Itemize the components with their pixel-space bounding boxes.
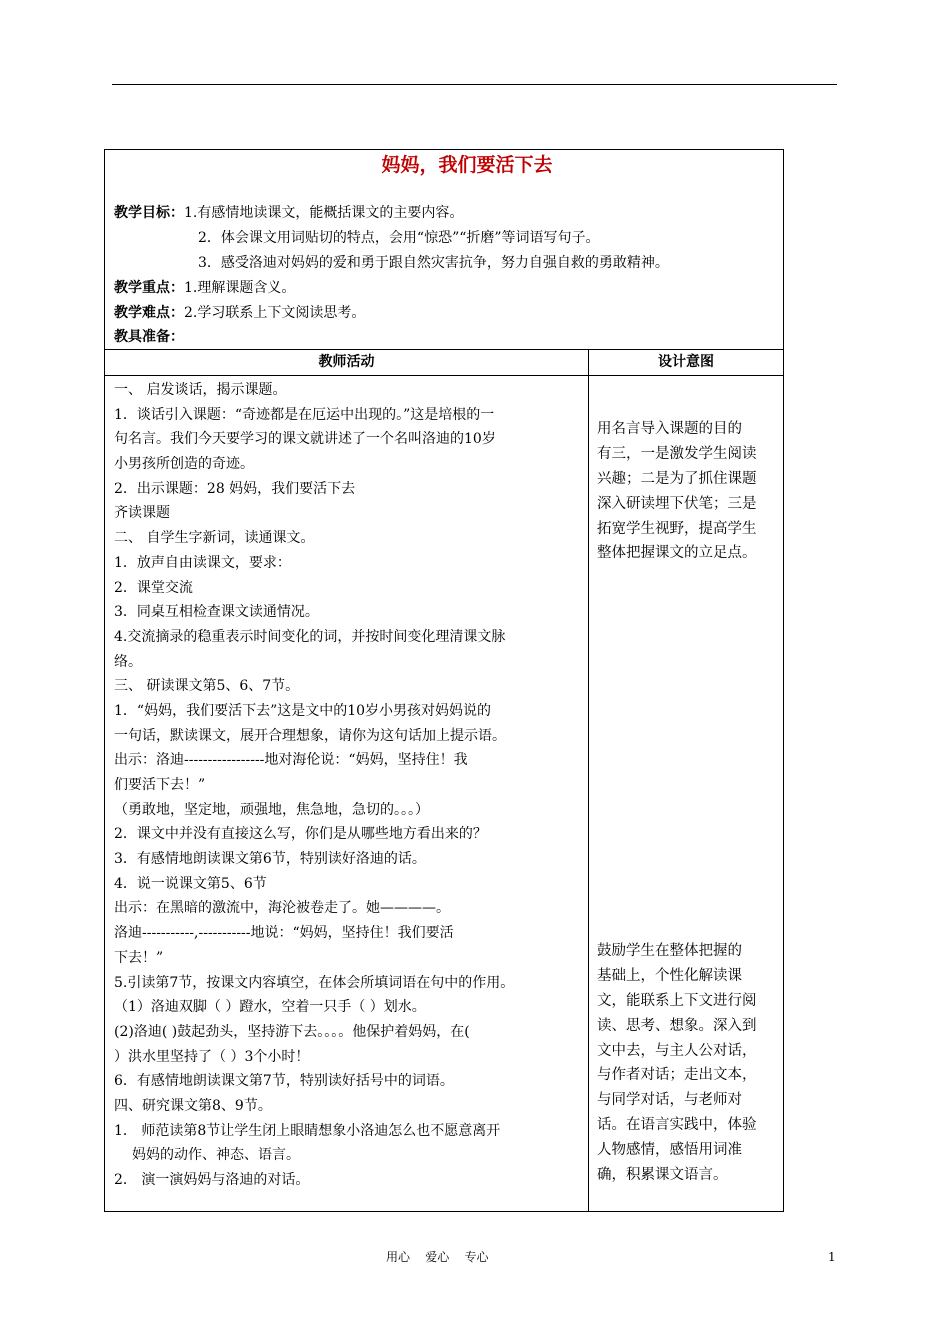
intent-line: 兴趣；二是为了抓住课题 <box>597 470 757 487</box>
intent-line: 整体把握课文的立足点。 <box>597 545 757 562</box>
intent-line: 文，能联系上下文进行阅 <box>597 992 757 1009</box>
teacher-line: 出示：洛迪-----------------地对海伦说：“妈妈，坚持住！我 <box>114 752 468 769</box>
teacher-line: 4．说一说课文第5、6节 <box>114 875 267 892</box>
teacher-line: 5.引读第7节，按课文内容填空，在体会所填词语在句中的作用。 <box>114 974 515 991</box>
teacher-line: 1． 师范读第8节让学生闭上眼睛想象小洛迪怎么也不愿意离开 <box>114 1122 501 1139</box>
intent-line: 鼓励学生在整体把握的 <box>597 943 742 959</box>
teacher-line: 句名言。我们今天要学习的课文就讲述了一个名叫洛迪的10岁 <box>114 431 496 448</box>
key-point-value: 1.理解课题含义。 <box>184 280 296 296</box>
intent-line: 与作者对话；走出文本， <box>597 1067 757 1084</box>
intent-line: 与同学对话，与老师对 <box>597 1092 742 1109</box>
key-point-row <box>114 278 295 298</box>
difficulty-label: 教学难点： <box>114 305 184 321</box>
intent-line: 文中去，与主人公对话， <box>597 1042 757 1059</box>
intent-line: 确，积累课文语言。 <box>597 1167 728 1184</box>
materials-row <box>114 327 184 347</box>
teacher-line: 2． 演一演妈妈与洛迪的对话。 <box>114 1172 310 1188</box>
page-number: 1 <box>828 1250 836 1264</box>
teacher-line: 洛迪-----------,-----------地说：“妈妈，坚持住！我们要活 <box>114 925 454 942</box>
intent-line: 读、思考、想象。深入到 <box>597 1017 757 1034</box>
teacher-line: 1．放声自由读课文，要求： <box>114 554 291 571</box>
teacher-line: 齐读课题 <box>114 505 170 522</box>
lesson-title: 妈妈，我们要活下去 <box>381 154 553 176</box>
teacher-line: 妈妈的动作、神态、语言。 <box>132 1147 300 1164</box>
teacher-line: (2)洛迪( )鼓起劲头，坚持游下去。。。。他保护着妈妈，在( <box>114 1023 470 1040</box>
key-point-label: 教学重点： <box>114 280 184 296</box>
teacher-line: 三、 研读课文第5、6、7节。 <box>114 678 300 695</box>
teacher-line: 四、研究课文第8、9节。 <box>114 1097 272 1114</box>
intent-line: 有三，一是激发学生阅读 <box>597 445 757 462</box>
intent-line: 话。在语言实践中，体验 <box>597 1117 757 1134</box>
teacher-line: 二、 自学生字新词，读通课文。 <box>114 530 315 547</box>
design-intent-block-2 <box>597 939 779 1188</box>
teacher-line: 2．出示课题：28 妈妈，我们要活下去 <box>114 480 356 497</box>
teacher-line: 1．“妈妈，我们要活下去”这是文中的10岁小男孩对妈妈说的 <box>114 702 492 719</box>
intent-line: 基础上，个性化解读课 <box>597 967 742 984</box>
teacher-line: 小男孩所创造的奇迹。 <box>114 456 254 473</box>
difficulty-value: 2.学习联系上下文阅读思考。 <box>184 305 366 321</box>
column-divider <box>588 349 589 1211</box>
teacher-line: 3．同桌互相检查课文读通情况。 <box>114 604 319 621</box>
objective-2: 2．体会课文用词贴切的特点，会用“惊恐”“折磨”等词语写句子。 <box>198 230 600 246</box>
teacher-line: 下去！” <box>114 949 164 966</box>
materials-label: 教具准备： <box>114 329 184 345</box>
teacher-line: 2．课堂交流 <box>114 579 193 596</box>
intent-line: 用名言导入课题的目的 <box>597 421 742 437</box>
teacher-activity-column <box>114 378 582 1193</box>
teacher-line: 络。 <box>114 653 142 670</box>
teacher-line: 一、 启发谈话，揭示课题。 <box>114 382 287 398</box>
header-rule <box>112 84 837 85</box>
objective-3: 3．感受洛迪对妈妈的爱和勇于跟自然灾害抗争，努力自强自救的勇敢精神。 <box>198 255 669 271</box>
design-intent-block-1 <box>597 417 779 566</box>
teacher-line: 1．谈话引入课题：“奇迹都是在厄运中出现的。”这是培根的一 <box>114 406 495 423</box>
intent-line: 人物感情，感悟用词准 <box>597 1142 742 1159</box>
intent-line: 拓宽学生视野，提高学生 <box>597 520 757 537</box>
teacher-line: 6．有感情地朗读课文第7节，特别读好括号中的词语。 <box>114 1073 454 1090</box>
lesson-header-block <box>105 150 783 350</box>
design-intent-header: 设计意图 <box>658 354 714 370</box>
difficulty-row <box>114 303 365 323</box>
objective-1: 1.有感情地读课文，能概括课文的主要内容。 <box>184 205 464 221</box>
column-header-row <box>105 349 783 376</box>
lesson-plan-table <box>104 149 784 1212</box>
teacher-line: 一句话，默读课文，展开合理想象，请你为这句话加上提示语。 <box>114 727 506 744</box>
objectives-row-1 <box>114 203 463 223</box>
teacher-activity-header: 教师活动 <box>318 354 375 370</box>
teacher-line: 4.交流摘录的稳重表示时间变化的词，并按时间变化理清课文脉 <box>114 628 506 645</box>
objectives-label: 教学目标： <box>114 205 184 221</box>
teacher-line: 出示：在黑暗的激流中，海沦被卷走了。她————。 <box>114 900 450 917</box>
teacher-line: 2．课文中并没有直接这么写，你们是从哪些地方看出来的？ <box>114 826 487 843</box>
teacher-line: （勇敢地，坚定地，顽强地，焦急地，急切的。。。） <box>114 801 429 818</box>
teacher-line: 们要活下去！” <box>114 777 206 793</box>
intent-line: 深入研读埋下伏笔；三是 <box>597 495 757 512</box>
teacher-line: （1）洛迪双脚（ ）蹬水，空着一只手（ ）划水。 <box>114 999 426 1016</box>
teacher-line: ）洪水里坚持了（ ）3个小时！ <box>114 1048 310 1065</box>
teacher-line: 3．有感情地朗读课文第6节，特别读好洛迪的话。 <box>114 851 426 868</box>
footer-motto: 用心 爱心 专心 <box>386 1250 489 1264</box>
